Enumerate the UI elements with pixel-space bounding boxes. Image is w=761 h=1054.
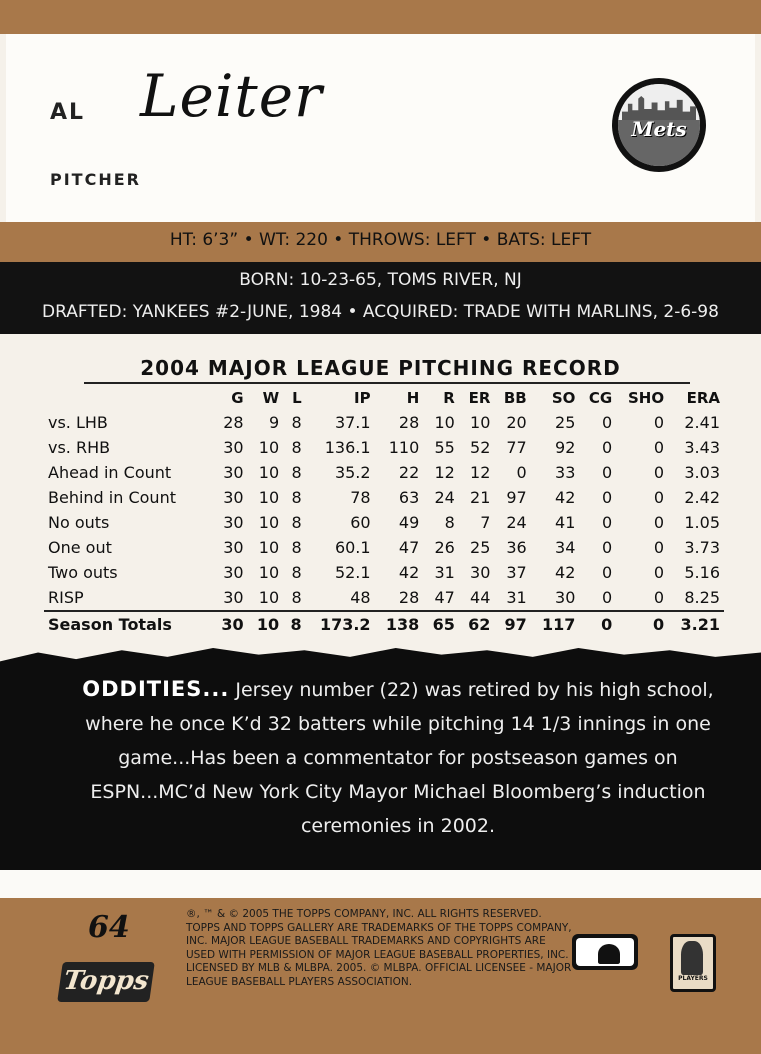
stats-cell: 30 (223, 588, 244, 607)
stats-table (44, 386, 724, 637)
stats-cell: 31 (434, 563, 455, 582)
stats-cell: 0 (616, 611, 668, 637)
stats-cell: 110 (388, 438, 420, 457)
stats-col-header: G (231, 389, 244, 407)
stats-cell: 173.2 (306, 611, 375, 637)
stats-row (44, 510, 724, 535)
stats-col-header: W (262, 389, 280, 407)
stats-cell: 3.43 (684, 438, 720, 457)
stats-col-header: IP (353, 389, 371, 407)
stats-cell: 10 (258, 463, 280, 482)
stats-col-header: ER (468, 389, 491, 407)
stats-cell: 25 (470, 538, 491, 557)
stats-cell: 12 (434, 463, 455, 482)
topps-logo-text: Topps (61, 966, 151, 996)
stats-cell: 20 (506, 413, 527, 432)
stats-cell: 12 (470, 463, 491, 482)
stats-cell: 24 (434, 488, 455, 507)
stats-cell: 37.1 (334, 413, 371, 432)
stats-cell: 0 (653, 513, 665, 532)
player-first-name: AL (50, 100, 86, 125)
stats-cell: 136.1 (324, 438, 371, 457)
stats-cell: 28 (398, 413, 420, 432)
born-info: BORN: 10-23-65, TOMS RIVER, NJ (239, 270, 522, 290)
stats-cell: 8 (291, 538, 302, 557)
stats-cell: 0 (653, 413, 665, 432)
stats-col-header: SO (551, 389, 576, 407)
stats-cell: 30 (223, 513, 244, 532)
stats-cell: 0 (653, 438, 665, 457)
stats-row (44, 485, 724, 510)
stats-cell: 78 (350, 488, 371, 507)
stats-cell: 52 (470, 438, 491, 457)
stats-cell: 8 (291, 438, 302, 457)
stats-row (44, 435, 724, 460)
card-number: 64 (88, 910, 130, 945)
stats-row-label: One out (48, 538, 112, 557)
stats-row (44, 460, 724, 485)
stats-cell: 10 (258, 588, 280, 607)
stats-cell: 1.05 (684, 513, 720, 532)
stats-row-label: Season Totals (44, 611, 212, 637)
stats-cell: 117 (531, 611, 580, 637)
oddities-body: Jersey number (22) was retired by his high school, where he once K’d 32 batters while pitching 14 1/3 innings in one game...Has been a commentator for postseason games on ESPN...MC’d New York City Mayor Michael Bloomberg’s induction ceremonies in 2002. (85, 679, 714, 837)
oddities-text (78, 672, 718, 843)
stats-cell: 30 (555, 588, 576, 607)
stats-col-header: H (406, 389, 420, 407)
stats-cell: 10 (258, 488, 280, 507)
stats-cell: 10 (258, 563, 280, 582)
players-choice-logo-icon (650, 924, 718, 996)
stats-cell: 28 (223, 413, 244, 432)
stats-cell: 0 (516, 463, 527, 482)
oddities-lead: ODDITIES... (82, 677, 230, 701)
stats-cell: 60.1 (334, 538, 371, 557)
stats-cell: 3.03 (684, 463, 720, 482)
stats-cell: 2.41 (684, 413, 720, 432)
stats-row-label: Ahead in Count (48, 463, 172, 482)
stats-cell: 33 (555, 463, 576, 482)
stats-cell: 0 (602, 463, 613, 482)
physical-stats (0, 230, 761, 250)
stats-col-header: L (292, 389, 302, 407)
stats-cell: 0 (653, 538, 665, 557)
stats-cell: 8 (283, 611, 306, 637)
stats-cell: 0 (653, 563, 665, 582)
stats-cell: 10 (248, 611, 284, 637)
stats-cell: 7 (480, 513, 491, 532)
stats-cell: 30 (223, 538, 244, 557)
stats-cell: 36 (506, 538, 527, 557)
stats-cell: 22 (398, 463, 420, 482)
stats-cell: 63 (398, 488, 420, 507)
stats-cell: 8 (291, 463, 302, 482)
stats-cell: 92 (555, 438, 576, 457)
topps-logo-icon (57, 962, 155, 1002)
stats-cell: 30 (223, 438, 244, 457)
stats-cell: 30 (223, 488, 244, 507)
stats-cell: 35.2 (334, 463, 371, 482)
stats-cell: 0 (602, 563, 613, 582)
mlb-logo-icon (572, 934, 638, 970)
stats-cell: 28 (398, 588, 420, 607)
stats-cell: 0 (579, 611, 616, 637)
stats-cell: 0 (602, 588, 613, 607)
stats-cell: 10 (470, 413, 491, 432)
title-rule (84, 382, 690, 384)
stats-cell: 21 (470, 488, 491, 507)
player-position: PITCHER (50, 170, 141, 189)
stats-cell: 37 (506, 563, 527, 582)
stats-cell: 42 (555, 488, 576, 507)
team-logo-icon (612, 78, 706, 172)
stats-cell: 3.21 (668, 611, 724, 637)
stats-cell: 0 (602, 438, 613, 457)
stats-cell: 138 (375, 611, 424, 637)
stats-col-header: BB (503, 389, 527, 407)
stats-col-header: ERA (686, 389, 720, 407)
stats-cell: 30 (470, 563, 491, 582)
stats-cell: 42 (555, 563, 576, 582)
stats-cell: 26 (434, 538, 455, 557)
stats-header-row (44, 386, 724, 410)
stats-cell: 48 (350, 588, 371, 607)
stats-cell: 31 (506, 588, 527, 607)
stats-cell: 0 (602, 413, 613, 432)
stats-cell: 10 (258, 438, 280, 457)
stats-cell: 0 (602, 488, 613, 507)
stats-row-label: vs. RHB (48, 438, 111, 457)
stats-cell: 2.42 (684, 488, 720, 507)
stats-col-header: CG (588, 389, 613, 407)
physical-text: HT: 6’3” • WT: 220 • THROWS: LEFT • BATS: LEFT (169, 230, 592, 250)
stats-cell: 47 (398, 538, 420, 557)
stats-cell: 30 (223, 563, 244, 582)
stats-cell: 24 (506, 513, 527, 532)
stats-cell: 0 (653, 488, 665, 507)
stats-cell: 41 (555, 513, 576, 532)
stats-header-blank (44, 386, 212, 410)
stats-cell: 25 (555, 413, 576, 432)
legal-text: ®, ™ & © 2005 THE TOPPS COMPANY, INC. ALL RIGHTS RESERVED. TOPPS AND TOPPS GALLERY ARE TRADEMARKS OF THE TOPPS COMPANY, INC. MAJOR LEAGUE BASEBALL TRADEMARKS AND COPYRIGHTS ARE USED WITH PERMISSION OF MAJOR LEAGUE BASEBALL PROPERTIES, INC. LICENSED BY MLB & MLBPA. 2005. © MLBPA. OFFICIAL LICENSEE - MAJOR LEAGUE BASEBALL PLAYERS ASSOCIATION. (186, 908, 572, 988)
player-last-name: Leiter (140, 62, 323, 130)
team-logo-text: Mets (631, 117, 687, 141)
stats-row-label: RISP (48, 588, 84, 607)
stats-cell: 62 (459, 611, 495, 637)
stats-cell: 0 (602, 513, 613, 532)
stats-cell: 5.16 (684, 563, 720, 582)
stats-cell: 42 (398, 563, 420, 582)
stats-cell: 10 (258, 513, 280, 532)
stats-cell: 49 (398, 513, 420, 532)
stats-cell: 8 (291, 488, 302, 507)
stats-row-label: Behind in Count (48, 488, 176, 507)
stats-cell: 10 (434, 413, 455, 432)
stats-cell: 10 (258, 538, 280, 557)
top-border (0, 0, 761, 34)
stats-title: 2004 MAJOR LEAGUE PITCHING RECORD (140, 356, 621, 380)
stats-cell: 3.73 (684, 538, 720, 557)
stats-cell: 0 (653, 588, 665, 607)
stats-cell: 47 (434, 588, 455, 607)
stats-totals-row (44, 611, 724, 637)
stats-cell: 30 (223, 463, 244, 482)
stats-cell: 44 (470, 588, 491, 607)
stats-row (44, 585, 724, 611)
players-logo-label: PLAYERS (678, 975, 708, 982)
stats-cell: 65 (423, 611, 459, 637)
stats-row (44, 560, 724, 585)
stats-row-label: Two outs (48, 563, 118, 582)
stats-cell: 8 (291, 588, 302, 607)
stats-cell: 8 (291, 563, 302, 582)
stats-row (44, 410, 724, 435)
stats-cell: 77 (506, 438, 527, 457)
stats-cell: 8.25 (684, 588, 720, 607)
stats-cell: 8 (291, 513, 302, 532)
stats-cell: 97 (506, 488, 527, 507)
stats-row-label: No outs (48, 513, 110, 532)
stats-cell: 97 (494, 611, 530, 637)
stats-cell: 30 (212, 611, 248, 637)
stats-cell: 8 (291, 413, 302, 432)
stats-cell: 0 (602, 538, 613, 557)
stats-cell: 60 (350, 513, 371, 532)
stats-col-header: SHO (627, 389, 665, 407)
stats-cell: 0 (653, 463, 665, 482)
stats-col-header: R (443, 389, 455, 407)
bottom-white-strip (0, 870, 761, 898)
stats-cell: 52.1 (334, 563, 371, 582)
stats-cell: 55 (434, 438, 455, 457)
stats-cell: 9 (268, 413, 280, 432)
stats-cell: 8 (444, 513, 455, 532)
stats-cell: 34 (555, 538, 576, 557)
stats-row-label: vs. LHB (48, 413, 108, 432)
drafted-info: DRAFTED: YANKEES #2-JUNE, 1984 • ACQUIRED: TRADE WITH MARLINS, 2-6-98 (42, 302, 719, 322)
stats-row (44, 535, 724, 560)
